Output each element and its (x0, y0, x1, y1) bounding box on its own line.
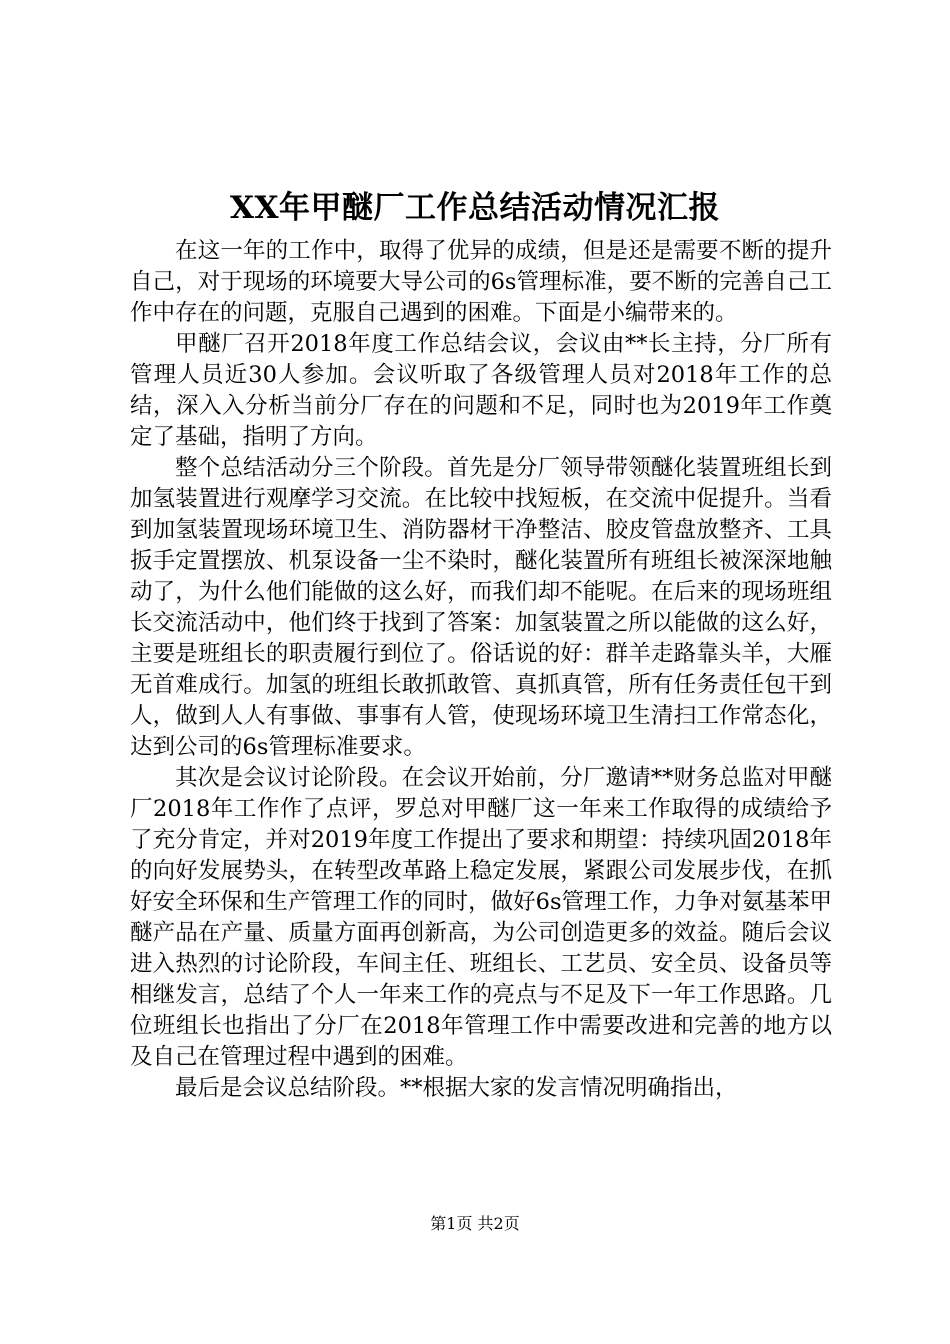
paragraph-stage-one: 整个总结活动分三个阶段。首先是分厂领导带领醚化装置班组长到加氢装置进行观摩学习交流。在比较中找短板，在交流中促提升。当看到加氢装置现场环境卫生、消防器材干净整洁、胶皮管盘放整齐、工具扳手定置摆放、机泵设备一尘不染时，醚化装置所有班组长被深深地触动了，为什么他们能做的这么好，而我们却不能呢。在后来的现场班组长交流活动中，他们终于找到了答案：加氢装置之所以能做的这么好，主要是班组长的职责履行到位了。俗话说的好：群羊走路靠头羊，大雁无首难成行。加氢的班组长敢抓敢管、真抓真管，所有任务责任包干到人，做到人人有事做、事事有人管，使现场环境卫生清扫工作常态化，达到公司的6s管理标准要求。 (130, 455, 832, 760)
paragraph-stage-three: 最后是会议总结阶段。**根据大家的发言情况明确指出， (175, 1075, 738, 1101)
paragraph-stage-two: 其次是会议讨论阶段。在会议开始前，分厂邀请**财务总监对甲醚厂2018年工作作了点评，罗总对甲醚厂这一年来工作取得的成绩给予了充分肯定，并对2019年度工作提出了要求和期望：持续巩固2018年的向好发展势头，在转型改革路上稳定发展，紧跟公司发展步伐，在抓好安全环保和生产管理工作的同时，做好6s管理工作，力争对氨基苯甲醚产品在产量、质量方面再创新高，为公司创造更多的效益。随后会议进入热烈的讨论阶段，车间主任、班组长、工艺员、安全员、设备员等相继发言，总结了个人一年来工作的亮点与不足及下一年工作思路。几位班组长也指出了分厂在2018年管理工作中需要改进和完善的地方以及自己在管理过程中遇到的困难。 (130, 765, 832, 1070)
paragraph-intro: 在这一年的工作中，取得了优异的成绩，但是还是需要不断的提升自己，对于现场的环境要大导公司的6s管理标准，要不断的完善自己工作中存在的问题，克服自己遇到的困难。下面是小编带来的。 (130, 238, 832, 326)
paragraph-meeting: 甲醚厂召开2018年度工作总结会议，会议由**长主持，分厂所有管理人员近30人参加。会议听取了各级管理人员对2018年工作的总结，深入入分析当前分厂存在的问题和不足，同时也为2019年工作奠定了基础，指明了方向。 (130, 331, 832, 450)
document-body (130, 236, 832, 1104)
page-footer: 第1页 共2页 (430, 1214, 520, 1233)
document-title: XX年甲醚厂工作总结活动情况汇报 (229, 190, 721, 226)
